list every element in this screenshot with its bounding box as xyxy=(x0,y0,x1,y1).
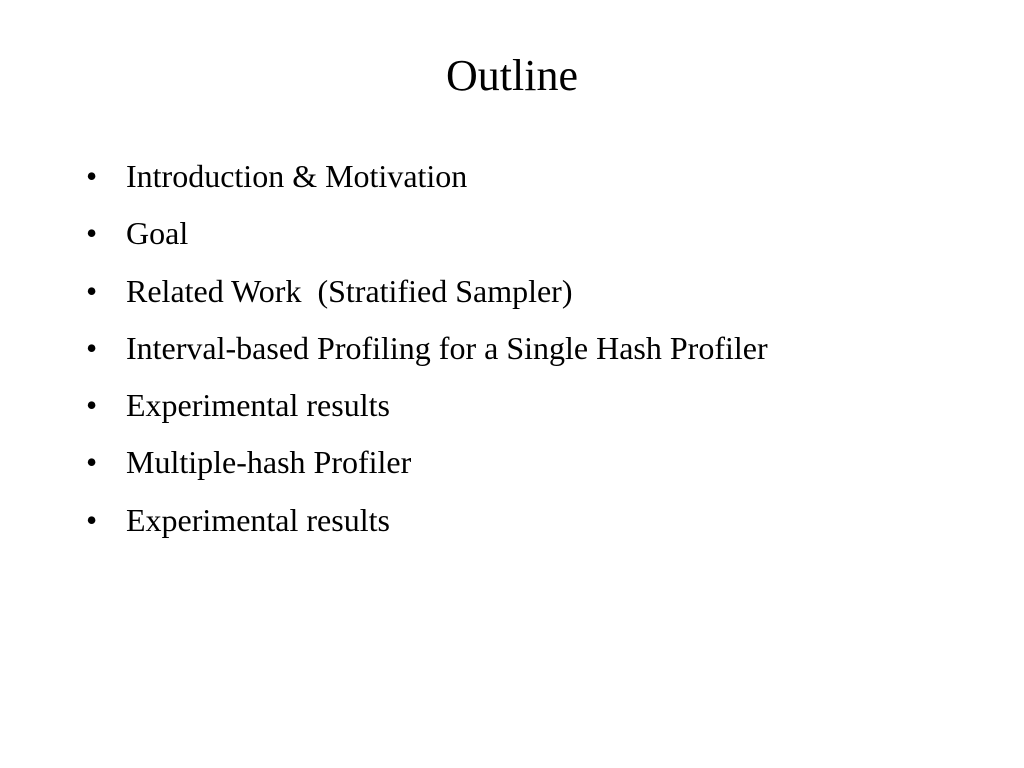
bullet-icon: • xyxy=(86,387,98,424)
list-item-text: Related Work (Stratified Sampler) xyxy=(126,272,573,309)
list-item-text: Experimental results xyxy=(126,501,390,538)
list-item xyxy=(86,492,768,549)
list-item-text: Goal xyxy=(126,215,189,252)
list-item xyxy=(86,263,768,320)
list-item xyxy=(86,320,768,377)
list-item xyxy=(86,148,768,205)
bullet-icon: • xyxy=(86,272,98,309)
list-item-text: Experimental results xyxy=(126,387,390,424)
list-item xyxy=(86,377,768,434)
list-item xyxy=(86,205,768,262)
bullet-list xyxy=(86,148,768,549)
bullet-icon: • xyxy=(86,444,98,481)
bullet-icon: • xyxy=(86,501,98,538)
bullet-icon: • xyxy=(86,329,98,366)
list-item xyxy=(86,434,768,491)
list-item-text: Interval-based Profiling for a Single Hash Profiler xyxy=(126,329,768,366)
list-item-text: Multiple-hash Profiler xyxy=(126,444,412,481)
slide-title: Outline xyxy=(446,51,578,100)
list-item-text: Introduction & Motivation xyxy=(126,158,468,194)
bullet-icon: • xyxy=(86,215,98,252)
bullet-icon: • xyxy=(86,158,98,194)
